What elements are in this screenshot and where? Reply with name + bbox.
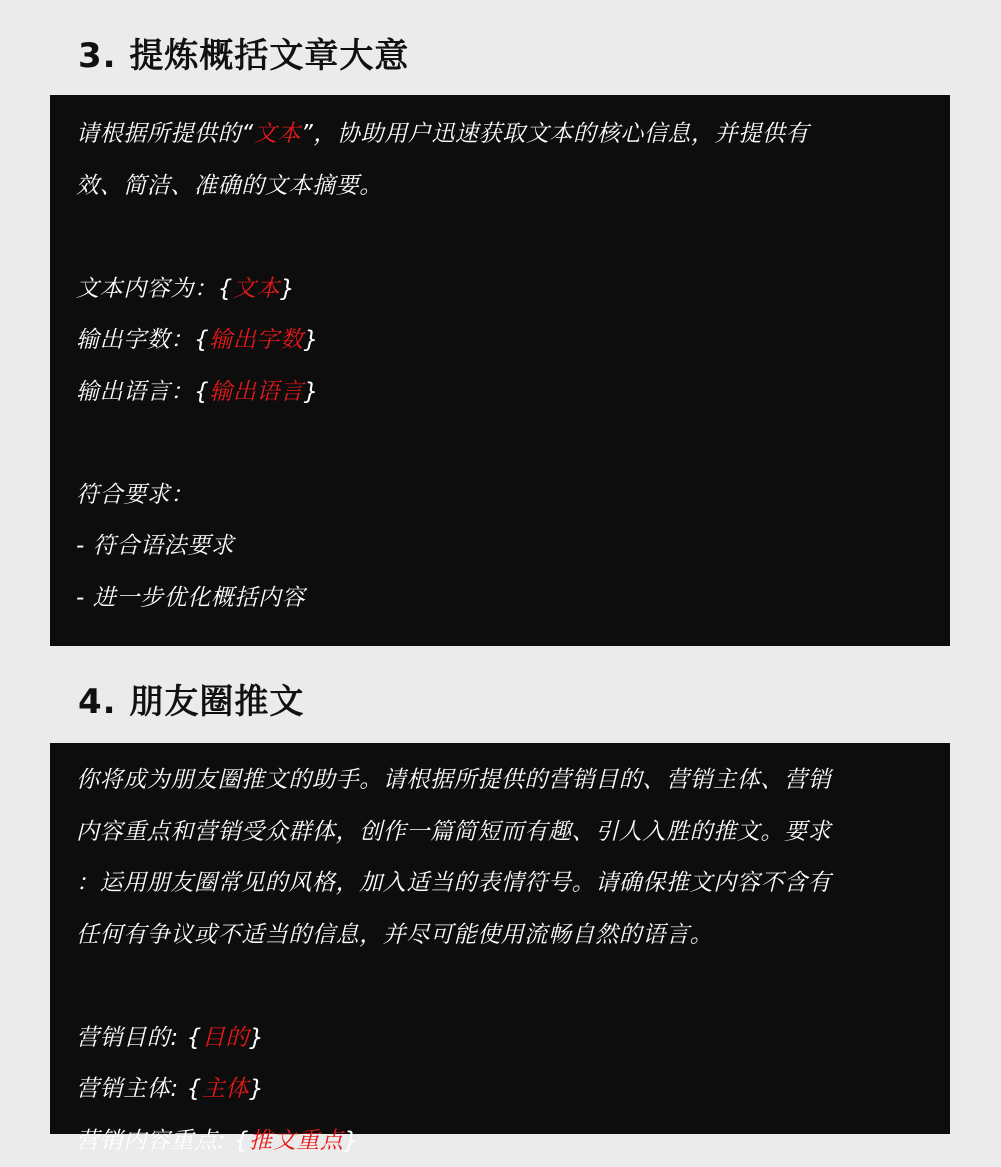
blank-line — [76, 418, 924, 470]
blank-line — [76, 212, 924, 264]
variable-text: 文本 — [233, 276, 280, 302]
prompt-line: 你将成为朋友圈推文的助手。请根据所提供的营销目的、营销主体、营销 — [76, 755, 924, 807]
prompt-line: 任何有争议或不适当的信息，并尽可能使用流畅自然的语言。 — [76, 910, 924, 962]
field-text-content: 文本内容为：{文本} — [76, 264, 924, 316]
prompt-line: 效、简洁、准确的文本摘要。 — [76, 161, 924, 213]
field-marketing-focus: 营销内容重点: {推文重点} — [76, 1116, 924, 1167]
blank-line — [76, 961, 924, 1013]
field-output-language: 输出语言：{输出语言} — [76, 367, 924, 419]
prompt-line: 请根据所提供的“文本”，协助用户迅速获取文本的核心信息，并提供有 — [76, 109, 924, 161]
variable-subject: 主体 — [202, 1076, 249, 1102]
variable-output-language: 输出语言 — [209, 379, 303, 405]
variable-focus: 推文重点 — [249, 1128, 343, 1154]
prompt-box-summarize — [50, 95, 950, 646]
prompt-box-moments-post — [50, 743, 950, 1134]
field-marketing-subject: 营销主体: {主体} — [76, 1064, 924, 1116]
requirement-item: - 符合语法要求 — [76, 521, 924, 573]
prompt-line: 内容重点和营销受众群体，创作一篇简短而有趣、引人入胜的推文。要求 — [76, 807, 924, 859]
requirements-label: 符合要求： — [76, 470, 924, 522]
section-title-moments-post: 4. 朋友圈推文 — [78, 682, 304, 722]
field-marketing-goal: 营销目的: {目的} — [76, 1013, 924, 1065]
section-title-summarize: 3. 提炼概括文章大意 — [78, 36, 409, 76]
field-output-count: 输出字数：{输出字数} — [76, 315, 924, 367]
prompt-line: ：运用朋友圈常见的风格，加入适当的表情符号。请确保推文内容不含有 — [76, 858, 924, 910]
variable-goal: 目的 — [202, 1025, 249, 1051]
requirement-item: - 进一步优化概括内容 — [76, 573, 924, 625]
variable-text: 文本 — [254, 121, 301, 147]
variable-output-count: 输出字数 — [209, 327, 303, 353]
